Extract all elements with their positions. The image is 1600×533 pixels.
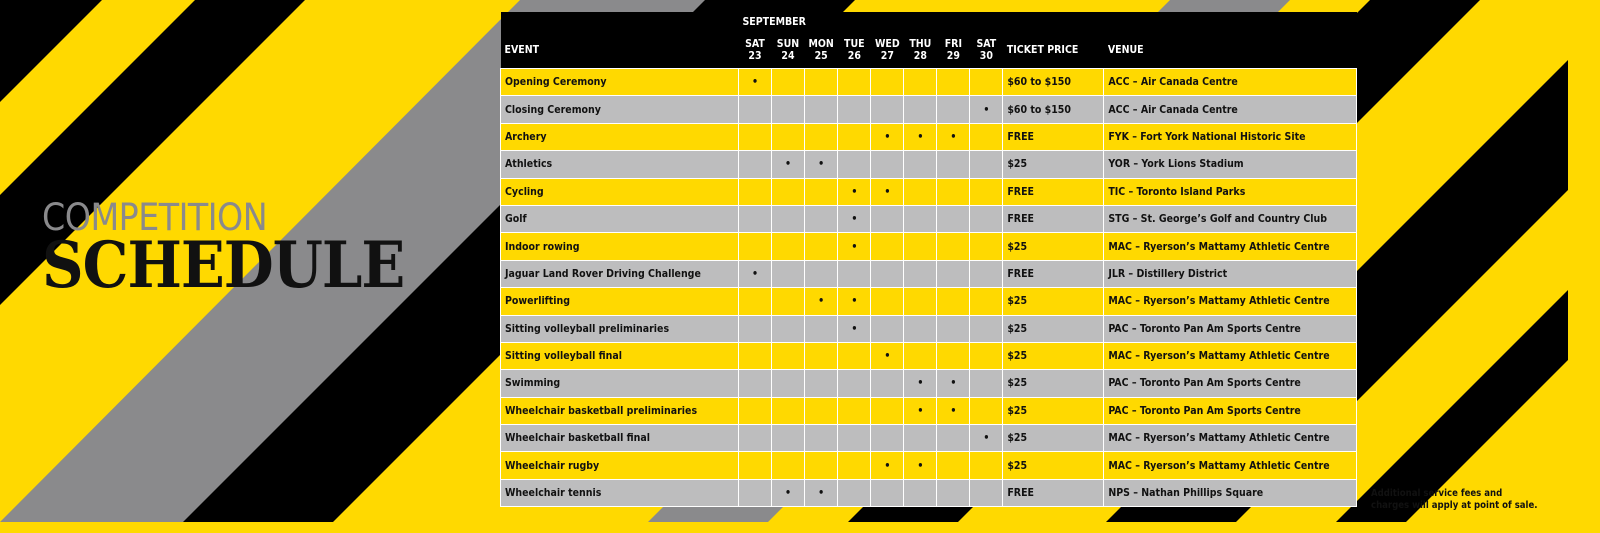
event-name: Closing Ceremony bbox=[501, 96, 739, 123]
title-competition: COMPETITION bbox=[42, 196, 268, 239]
event-day-dot: • bbox=[917, 377, 924, 390]
ticket-price: $25 bbox=[1003, 452, 1104, 479]
day-header: TUE 26 bbox=[838, 32, 871, 69]
event-day-dot: • bbox=[751, 76, 759, 89]
day-cell bbox=[871, 452, 904, 479]
table-row bbox=[501, 123, 1357, 150]
day-cell bbox=[904, 123, 937, 150]
venue: FYK – Fort York National Historic Site bbox=[1104, 123, 1357, 150]
day-cell bbox=[970, 205, 1003, 232]
day-cell bbox=[805, 69, 838, 96]
venue: ACC – Air Canada Centre bbox=[1104, 96, 1357, 123]
day-cell bbox=[772, 479, 805, 506]
day-cell bbox=[805, 260, 838, 287]
title-schedule: SCHEDULE bbox=[42, 228, 405, 303]
day-cell bbox=[904, 452, 937, 479]
event-name: Wheelchair basketball preliminaries bbox=[501, 397, 739, 424]
ticket-price: FREE bbox=[1003, 178, 1104, 205]
day-cell bbox=[805, 452, 838, 479]
day-cell bbox=[871, 370, 904, 397]
event-name: Golf bbox=[501, 205, 739, 232]
event-day-dot: • bbox=[950, 404, 957, 417]
day-cell bbox=[838, 205, 871, 232]
table-header bbox=[501, 12, 1357, 69]
day-cell bbox=[970, 425, 1003, 452]
schedule-table bbox=[500, 12, 1357, 507]
event-day-dot: • bbox=[983, 103, 990, 116]
day-cell bbox=[739, 370, 772, 397]
event-name: Jaguar Land Rover Driving Challenge bbox=[501, 260, 739, 287]
day-cell bbox=[838, 233, 871, 260]
day-cell bbox=[871, 315, 904, 342]
fees-footnote: Additional service fees and charges will apply at point of sale. bbox=[1371, 488, 1538, 511]
day-cell bbox=[739, 397, 772, 424]
ticket-price: $25 bbox=[1003, 315, 1104, 342]
day-cell bbox=[805, 425, 838, 452]
day-cell bbox=[970, 397, 1003, 424]
day-cell bbox=[871, 178, 904, 205]
day-cell bbox=[904, 69, 937, 96]
event-day-dot: • bbox=[818, 487, 825, 500]
day-header: WED 27 bbox=[871, 32, 904, 69]
venue: MAC – Ryerson’s Mattamy Athletic Centre bbox=[1104, 288, 1357, 315]
event-day-dot: • bbox=[851, 185, 858, 198]
day-cell bbox=[772, 123, 805, 150]
day-cell bbox=[970, 342, 1003, 369]
event-day-dot: • bbox=[884, 459, 891, 472]
day-cell bbox=[772, 205, 805, 232]
day-cell bbox=[739, 205, 772, 232]
event-day-dot: • bbox=[851, 240, 858, 253]
day-cell bbox=[871, 69, 904, 96]
ticket-price: $60 to $150 bbox=[1003, 96, 1104, 123]
table-row bbox=[501, 342, 1357, 369]
day-cell bbox=[871, 425, 904, 452]
day-cell bbox=[904, 260, 937, 287]
venue: PAC – Toronto Pan Am Sports Centre bbox=[1104, 370, 1357, 397]
venue: TIC – Toronto Island Parks bbox=[1104, 178, 1357, 205]
ticket-price: $25 bbox=[1003, 370, 1104, 397]
day-cell bbox=[772, 233, 805, 260]
month-label: SEPTEMBER bbox=[739, 12, 1357, 32]
day-cell bbox=[904, 96, 937, 123]
day-cell bbox=[772, 260, 805, 287]
event-day-dot: • bbox=[917, 130, 924, 143]
day-cell bbox=[739, 151, 772, 178]
day-cell bbox=[838, 260, 871, 287]
day-cell bbox=[970, 96, 1003, 123]
day-cell bbox=[739, 178, 772, 205]
day-cell bbox=[838, 96, 871, 123]
event-name: Athletics bbox=[501, 151, 739, 178]
day-cell bbox=[871, 233, 904, 260]
table-row bbox=[501, 397, 1357, 424]
day-cell bbox=[937, 233, 970, 260]
venue: MAC – Ryerson’s Mattamy Athletic Centre bbox=[1104, 452, 1357, 479]
event-day-dot: • bbox=[917, 404, 924, 417]
day-cell bbox=[838, 370, 871, 397]
venue-header: VENUE bbox=[1104, 32, 1357, 69]
day-cell bbox=[772, 425, 805, 452]
table-row bbox=[501, 288, 1357, 315]
day-cell bbox=[970, 479, 1003, 506]
price-header: TICKET PRICE bbox=[1003, 32, 1104, 69]
day-cell bbox=[904, 178, 937, 205]
day-cell bbox=[970, 233, 1003, 260]
day-cell bbox=[904, 397, 937, 424]
event-name: Sitting volleyball final bbox=[501, 342, 739, 369]
venue: MAC – Ryerson’s Mattamy Athletic Centre bbox=[1104, 233, 1357, 260]
day-cell bbox=[805, 397, 838, 424]
event-day-dot: • bbox=[751, 267, 759, 280]
ticket-price: $25 bbox=[1003, 288, 1104, 315]
venue: MAC – Ryerson’s Mattamy Athletic Centre bbox=[1104, 342, 1357, 369]
event-day-dot: • bbox=[917, 459, 924, 472]
day-cell bbox=[739, 288, 772, 315]
day-cell bbox=[904, 342, 937, 369]
day-cell bbox=[805, 288, 838, 315]
ticket-price: FREE bbox=[1003, 479, 1104, 506]
day-cell bbox=[937, 370, 970, 397]
day-cell bbox=[739, 452, 772, 479]
venue: JLR – Distillery District bbox=[1104, 260, 1357, 287]
event-name: Indoor rowing bbox=[501, 233, 739, 260]
day-cell bbox=[937, 452, 970, 479]
table-row bbox=[501, 425, 1357, 452]
day-cell bbox=[904, 370, 937, 397]
day-cell bbox=[937, 123, 970, 150]
schedule-body bbox=[501, 69, 1357, 507]
day-cell bbox=[970, 452, 1003, 479]
day-cell bbox=[970, 69, 1003, 96]
ticket-price: $60 to $150 bbox=[1003, 69, 1104, 96]
day-cell bbox=[772, 178, 805, 205]
table-row bbox=[501, 452, 1357, 479]
day-cell bbox=[937, 288, 970, 315]
table-row bbox=[501, 370, 1357, 397]
day-cell bbox=[739, 425, 772, 452]
event-name: Archery bbox=[501, 123, 739, 150]
table-row bbox=[501, 233, 1357, 260]
event-name: Swimming bbox=[501, 370, 739, 397]
day-header: SAT 23 bbox=[739, 32, 772, 69]
day-cell bbox=[805, 370, 838, 397]
day-cell bbox=[772, 315, 805, 342]
day-cell bbox=[838, 425, 871, 452]
day-cell bbox=[739, 96, 772, 123]
day-cell bbox=[772, 69, 805, 96]
table-row bbox=[501, 178, 1357, 205]
day-cell bbox=[739, 315, 772, 342]
event-name: Opening Ceremony bbox=[501, 69, 739, 96]
day-cell bbox=[970, 370, 1003, 397]
day-cell bbox=[838, 452, 871, 479]
day-cell bbox=[904, 315, 937, 342]
day-cell bbox=[772, 151, 805, 178]
day-cell bbox=[937, 69, 970, 96]
day-cell bbox=[937, 479, 970, 506]
venue: NPS – Nathan Phillips Square bbox=[1104, 479, 1357, 506]
day-cell bbox=[772, 370, 805, 397]
day-cell bbox=[805, 205, 838, 232]
day-cell bbox=[871, 342, 904, 369]
day-cell bbox=[904, 233, 937, 260]
day-cell bbox=[805, 96, 838, 123]
day-cell bbox=[871, 397, 904, 424]
event-name: Sitting volleyball preliminaries bbox=[501, 315, 739, 342]
day-cell bbox=[937, 342, 970, 369]
day-cell bbox=[838, 69, 871, 96]
event-name: Wheelchair basketball final bbox=[501, 425, 739, 452]
day-cell bbox=[871, 288, 904, 315]
day-cell bbox=[739, 260, 772, 287]
day-cell bbox=[805, 233, 838, 260]
day-cell bbox=[805, 479, 838, 506]
day-cell bbox=[805, 342, 838, 369]
venue: STG – St. George’s Golf and Country Club bbox=[1104, 205, 1357, 232]
day-cell bbox=[937, 260, 970, 287]
day-cell bbox=[772, 397, 805, 424]
day-header: MON 25 bbox=[805, 32, 838, 69]
day-cell bbox=[871, 151, 904, 178]
day-cell bbox=[970, 123, 1003, 150]
ticket-price: $25 bbox=[1003, 151, 1104, 178]
table-row bbox=[501, 260, 1357, 287]
event-day-dot: • bbox=[851, 213, 858, 226]
day-cell bbox=[937, 397, 970, 424]
day-cell bbox=[838, 479, 871, 506]
ticket-price: FREE bbox=[1003, 205, 1104, 232]
ticket-price: FREE bbox=[1003, 260, 1104, 287]
venue: YOR – York Lions Stadium bbox=[1104, 151, 1357, 178]
day-cell bbox=[904, 479, 937, 506]
day-cell bbox=[970, 178, 1003, 205]
event-name: Powerlifting bbox=[501, 288, 739, 315]
day-cell bbox=[904, 151, 937, 178]
day-cell bbox=[772, 288, 805, 315]
table-row bbox=[501, 205, 1357, 232]
day-cell bbox=[739, 123, 772, 150]
day-cell bbox=[970, 288, 1003, 315]
day-cell bbox=[937, 315, 970, 342]
day-cell bbox=[904, 425, 937, 452]
day-header: SAT 30 bbox=[970, 32, 1003, 69]
day-cell bbox=[838, 151, 871, 178]
event-name: Wheelchair rugby bbox=[501, 452, 739, 479]
ticket-price: $25 bbox=[1003, 425, 1104, 452]
day-cell bbox=[838, 123, 871, 150]
ticket-price: $25 bbox=[1003, 233, 1104, 260]
day-cell bbox=[772, 452, 805, 479]
event-day-dot: • bbox=[818, 295, 825, 308]
table-row bbox=[501, 96, 1357, 123]
day-cell bbox=[739, 69, 772, 96]
event-day-dot: • bbox=[851, 295, 858, 308]
event-day-dot: • bbox=[950, 377, 957, 390]
day-cell bbox=[739, 233, 772, 260]
day-cell bbox=[739, 479, 772, 506]
day-cell bbox=[838, 397, 871, 424]
day-header: FRI 29 bbox=[937, 32, 970, 69]
ticket-price: $25 bbox=[1003, 342, 1104, 369]
day-cell bbox=[937, 178, 970, 205]
event-day-dot: • bbox=[851, 322, 858, 335]
day-header: THU 28 bbox=[904, 32, 937, 69]
day-cell bbox=[871, 260, 904, 287]
day-cell bbox=[838, 178, 871, 205]
day-cell bbox=[970, 151, 1003, 178]
day-cell bbox=[904, 288, 937, 315]
table-row bbox=[501, 479, 1357, 506]
page-title bbox=[42, 196, 405, 303]
day-cell bbox=[871, 123, 904, 150]
day-cell bbox=[838, 288, 871, 315]
day-cell bbox=[937, 425, 970, 452]
event-header: EVENT bbox=[501, 32, 739, 69]
table-row bbox=[501, 69, 1357, 96]
day-header: SUN 24 bbox=[772, 32, 805, 69]
day-cell bbox=[805, 151, 838, 178]
day-cell bbox=[805, 315, 838, 342]
event-day-dot: • bbox=[983, 432, 990, 445]
ticket-price: FREE bbox=[1003, 123, 1104, 150]
day-cell bbox=[871, 205, 904, 232]
day-cell bbox=[805, 178, 838, 205]
day-cell bbox=[937, 96, 970, 123]
table-row bbox=[501, 315, 1357, 342]
day-cell bbox=[772, 96, 805, 123]
day-cell bbox=[970, 315, 1003, 342]
day-cell bbox=[838, 315, 871, 342]
event-day-dot: • bbox=[884, 130, 891, 143]
table-row bbox=[501, 151, 1357, 178]
day-cell bbox=[937, 151, 970, 178]
venue: ACC – Air Canada Centre bbox=[1104, 69, 1357, 96]
ticket-price: $25 bbox=[1003, 397, 1104, 424]
day-cell bbox=[871, 479, 904, 506]
day-cell bbox=[937, 205, 970, 232]
venue: PAC – Toronto Pan Am Sports Centre bbox=[1104, 397, 1357, 424]
venue: MAC – Ryerson’s Mattamy Athletic Centre bbox=[1104, 425, 1357, 452]
event-day-dot: • bbox=[884, 185, 891, 198]
day-cell bbox=[739, 342, 772, 369]
event-day-dot: • bbox=[784, 487, 792, 500]
day-cell bbox=[805, 123, 838, 150]
event-day-dot: • bbox=[784, 158, 792, 171]
event-day-dot: • bbox=[884, 350, 891, 363]
venue: PAC – Toronto Pan Am Sports Centre bbox=[1104, 315, 1357, 342]
day-cell bbox=[838, 342, 871, 369]
day-cell bbox=[871, 96, 904, 123]
day-cell bbox=[772, 342, 805, 369]
day-cell bbox=[904, 205, 937, 232]
event-day-dot: • bbox=[818, 158, 825, 171]
event-day-dot: • bbox=[950, 130, 957, 143]
day-cell bbox=[970, 260, 1003, 287]
event-name: Wheelchair tennis bbox=[501, 479, 739, 506]
event-name: Cycling bbox=[501, 178, 739, 205]
